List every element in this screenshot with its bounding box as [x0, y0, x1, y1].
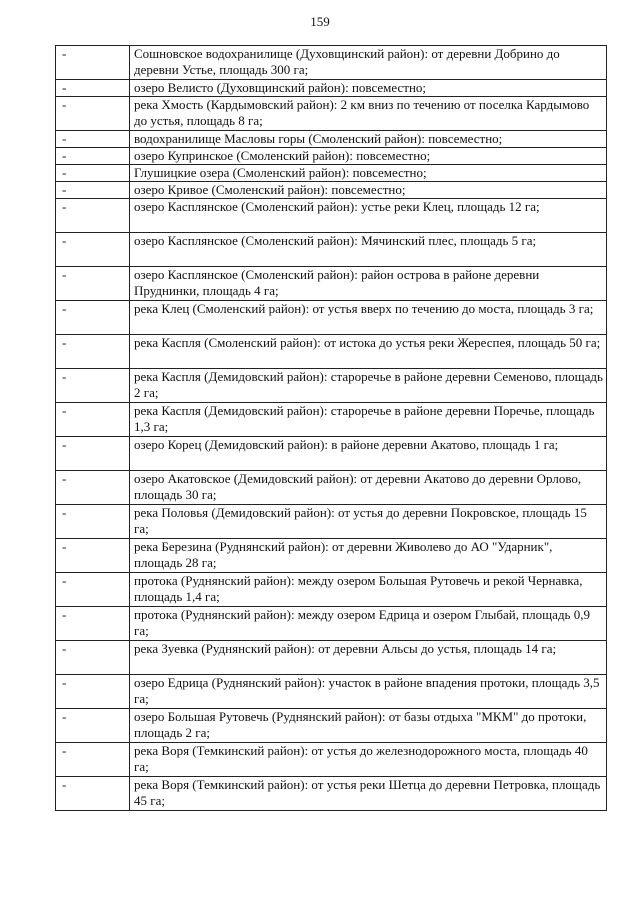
description-cell: [130, 182, 607, 199]
bullet-cell: [56, 199, 130, 233]
table-row: [56, 709, 607, 743]
description-text: река Каспля (Демидовский район): староречье в районе деревни Поречье, площадь 1,3 га;: [134, 403, 595, 434]
table-row: [56, 148, 607, 165]
description-cell: [130, 267, 607, 301]
bullet-cell: [56, 437, 130, 471]
bullet-cell: [56, 743, 130, 777]
table-row: [56, 233, 607, 267]
description-cell: [130, 505, 607, 539]
bullet-cell: [56, 233, 130, 267]
bullet-dash: -: [62, 641, 67, 656]
description-text: река Каспля (Смоленский район): от истока до устья реки Жереспея, площадь 50 га;: [134, 335, 601, 350]
table-row: [56, 641, 607, 675]
table-row: [56, 182, 607, 199]
bullet-cell: [56, 709, 130, 743]
bullet-cell: [56, 471, 130, 505]
bullet-dash: -: [62, 97, 67, 112]
table-row: [56, 199, 607, 233]
page-number: 159: [310, 14, 330, 29]
bullet-cell: [56, 80, 130, 97]
description-cell: [130, 97, 607, 131]
bullet-cell: [56, 335, 130, 369]
description-cell: [130, 369, 607, 403]
description-text: река Зуевка (Руднянский район): от деревни Альсы до устья, площадь 14 га;: [134, 641, 557, 656]
bullet-cell: [56, 505, 130, 539]
bullet-cell: [56, 539, 130, 573]
description-text: озеро Корец (Демидовский район): в районе деревни Акатово, площадь 1 га;: [134, 437, 559, 452]
table-row: [56, 471, 607, 505]
table-body: [56, 46, 607, 811]
table-row: [56, 165, 607, 182]
description-cell: [130, 607, 607, 641]
table-row: [56, 46, 607, 80]
description-text: река Воря (Темкинский район): от устья реки Шетца до деревни Петровка, площадь 45 га;: [134, 777, 601, 808]
description-cell: [130, 573, 607, 607]
description-cell: [130, 641, 607, 675]
description-cell: [130, 743, 607, 777]
description-cell: [130, 437, 607, 471]
bullet-cell: [56, 131, 130, 148]
description-text: озеро Касплянское (Смоленский район): Мячинский плес, площадь 5 га;: [134, 233, 537, 248]
bullet-cell: [56, 46, 130, 80]
bullet-dash: -: [62, 80, 67, 95]
table-row: [56, 607, 607, 641]
description-cell: [130, 471, 607, 505]
bullet-cell: [56, 301, 130, 335]
description-text: протока (Руднянский район): между озером Едрица и озером Глыбай, площадь 0,9 га;: [134, 607, 590, 638]
description-text: река Каспля (Демидовский район): староречье в районе деревни Семеново, площадь 2 га;: [134, 369, 603, 400]
bullet-cell: [56, 675, 130, 709]
bullet-dash: -: [62, 403, 67, 418]
description-text: река Хмость (Кардымовский район): 2 км вниз по течению от поселка Кардымово до устья, площадь 8 га;: [134, 97, 590, 128]
bullet-dash: -: [62, 182, 67, 197]
bullet-dash: -: [62, 267, 67, 282]
description-cell: [130, 165, 607, 182]
bullet-cell: [56, 148, 130, 165]
bullet-dash: -: [62, 131, 67, 146]
bullet-cell: [56, 403, 130, 437]
description-cell: [130, 709, 607, 743]
bullet-dash: -: [62, 505, 67, 520]
bullet-dash: -: [62, 539, 67, 554]
description-text: Глушицкие озера (Смоленский район): повсеместно;: [134, 165, 427, 180]
description-text: Сошновское водохранилище (Духовщинский район): от деревни Добрино до деревни Устье, площадь 300 га;: [134, 46, 560, 77]
table-row: [56, 267, 607, 301]
description-cell: [130, 131, 607, 148]
bullet-dash: -: [62, 675, 67, 690]
description-cell: [130, 403, 607, 437]
document-table: [55, 45, 607, 811]
description-text: озеро Едрица (Руднянский район): участок в районе впадения протоки, площадь 3,5 га;: [134, 675, 600, 706]
bullet-dash: -: [62, 607, 67, 622]
description-cell: [130, 301, 607, 335]
bullet-cell: [56, 573, 130, 607]
table-row: [56, 505, 607, 539]
bullet-dash: -: [62, 46, 67, 61]
bullet-cell: [56, 607, 130, 641]
bullet-dash: -: [62, 369, 67, 384]
table-row: [56, 675, 607, 709]
bullet-dash: -: [62, 471, 67, 486]
description-text: протока (Руднянский район): между озером Большая Рутовечь и рекой Чернавка, площадь 1,4 га;: [134, 573, 583, 604]
description-cell: [130, 233, 607, 267]
bullet-dash: -: [62, 165, 67, 180]
table-row: [56, 369, 607, 403]
bullet-dash: -: [62, 233, 67, 248]
table-row: [56, 131, 607, 148]
bullet-dash: -: [62, 148, 67, 163]
bullet-dash: -: [62, 301, 67, 316]
bullet-dash: -: [62, 199, 67, 214]
bullet-dash: -: [62, 777, 67, 792]
description-cell: [130, 199, 607, 233]
description-text: озеро Купринское (Смоленский район): повсеместно;: [134, 148, 431, 163]
description-cell: [130, 675, 607, 709]
bullet-dash: -: [62, 573, 67, 588]
description-text: озеро Большая Рутовечь (Руднянский район): от базы отдыха "МКМ" до протоки, площадь 2 га;: [134, 709, 587, 740]
description-text: водохранилище Масловы горы (Смоленский район): повсеместно;: [134, 131, 503, 146]
table-row: [56, 539, 607, 573]
description-cell: [130, 148, 607, 165]
table-row: [56, 403, 607, 437]
bullet-cell: [56, 97, 130, 131]
description-text: река Клец (Смоленский район): от устья вверх по течению до моста, площадь 3 га;: [134, 301, 594, 316]
bullet-dash: -: [62, 743, 67, 758]
description-text: река Половья (Демидовский район): от устья до деревни Покровское, площадь 15 га;: [134, 505, 587, 536]
bullet-cell: [56, 641, 130, 675]
bullet-cell: [56, 369, 130, 403]
table-row: [56, 777, 607, 811]
description-cell: [130, 539, 607, 573]
description-text: озеро Касплянское (Смоленский район): устье реки Клец, площадь 12 га;: [134, 199, 540, 214]
table-row: [56, 743, 607, 777]
description-cell: [130, 80, 607, 97]
table-row: [56, 573, 607, 607]
description-text: озеро Кривое (Смоленский район): повсеместно;: [134, 182, 406, 197]
description-text: озеро Велисто (Духовщинский район): повсеместно;: [134, 80, 427, 95]
description-text: река Березина (Руднянский район): от деревни Живолево до АО "Ударник", площадь 28 га;: [134, 539, 553, 570]
bullet-cell: [56, 777, 130, 811]
description-text: озеро Акатовское (Демидовский район): от деревни Акатово до деревни Орлово, площадь 30 га;: [134, 471, 582, 502]
bullet-dash: -: [62, 709, 67, 724]
description-text: озеро Касплянское (Смоленский район): район острова в районе деревни Пруднинки, площадь 4 га;: [134, 267, 540, 298]
bullet-cell: [56, 165, 130, 182]
description-cell: [130, 335, 607, 369]
table-row: [56, 97, 607, 131]
description-text: река Воря (Темкинский район): от устья до железнодорожного моста, площадь 40 га;: [134, 743, 588, 774]
bullet-dash: -: [62, 437, 67, 452]
table-row: [56, 301, 607, 335]
description-cell: [130, 46, 607, 80]
description-cell: [130, 777, 607, 811]
bullet-cell: [56, 267, 130, 301]
table-row: [56, 335, 607, 369]
bullet-dash: -: [62, 335, 67, 350]
bullet-cell: [56, 182, 130, 199]
table-row: [56, 80, 607, 97]
table-row: [56, 437, 607, 471]
